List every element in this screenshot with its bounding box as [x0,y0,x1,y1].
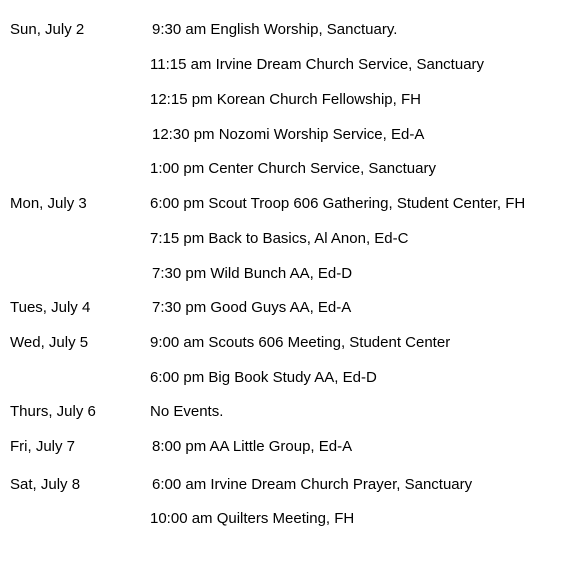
day-label: Sun, July 2 [10,21,85,38]
event-text: 12:30 pm Nozomi Worship Service, Ed-A [152,126,425,143]
event-text: 7:15 pm Back to Basics, Al Anon, Ed-C [150,230,409,247]
event-text: 6:00 pm Scout Troop 606 Gathering, Student Center, FH [150,195,526,212]
schedule-row [0,124,572,146]
schedule-row [0,297,572,319]
schedule-row [0,474,572,496]
day-label: Wed, July 5 [10,334,89,351]
schedule-row [0,228,572,250]
schedule-row [0,401,572,423]
event-text: 1:00 pm Center Church Service, Sanctuary [150,160,436,177]
event-text: 6:00 pm Big Book Study AA, Ed-D [150,369,377,386]
event-text: 7:30 pm Wild Bunch AA, Ed-D [152,265,353,282]
event-text: 8:00 pm AA Little Group, Ed-A [152,438,353,455]
schedule-row [0,54,572,76]
event-text: 6:00 am Irvine Dream Church Prayer, Sanctuary [152,476,473,493]
event-text: 10:00 am Quilters Meeting, FH [150,510,355,527]
event-text: No Events. [150,403,224,420]
event-text: 9:00 am Scouts 606 Meeting, Student Center [150,334,451,351]
day-label: Sat, July 8 [10,476,81,493]
schedule-row [0,436,572,458]
schedule-row [0,263,572,285]
schedule-row [0,158,572,180]
schedule-row [0,332,572,354]
day-label: Fri, July 7 [10,438,76,455]
schedule-row [0,367,572,389]
event-text: 9:30 am English Worship, Sanctuary. [152,21,398,38]
day-label: Tues, July 4 [10,299,91,316]
event-text: 12:15 pm Korean Church Fellowship, FH [150,91,421,108]
schedule-row [0,89,572,111]
schedule-row [0,19,572,41]
schedule-row [0,193,572,215]
day-label: Mon, July 3 [10,195,87,212]
event-text: 11:15 am Irvine Dream Church Service, Sanctuary [150,56,485,73]
schedule-row [0,508,572,530]
event-text: 7:30 pm Good Guys AA, Ed-A [152,299,352,316]
day-label: Thurs, July 6 [10,403,96,420]
